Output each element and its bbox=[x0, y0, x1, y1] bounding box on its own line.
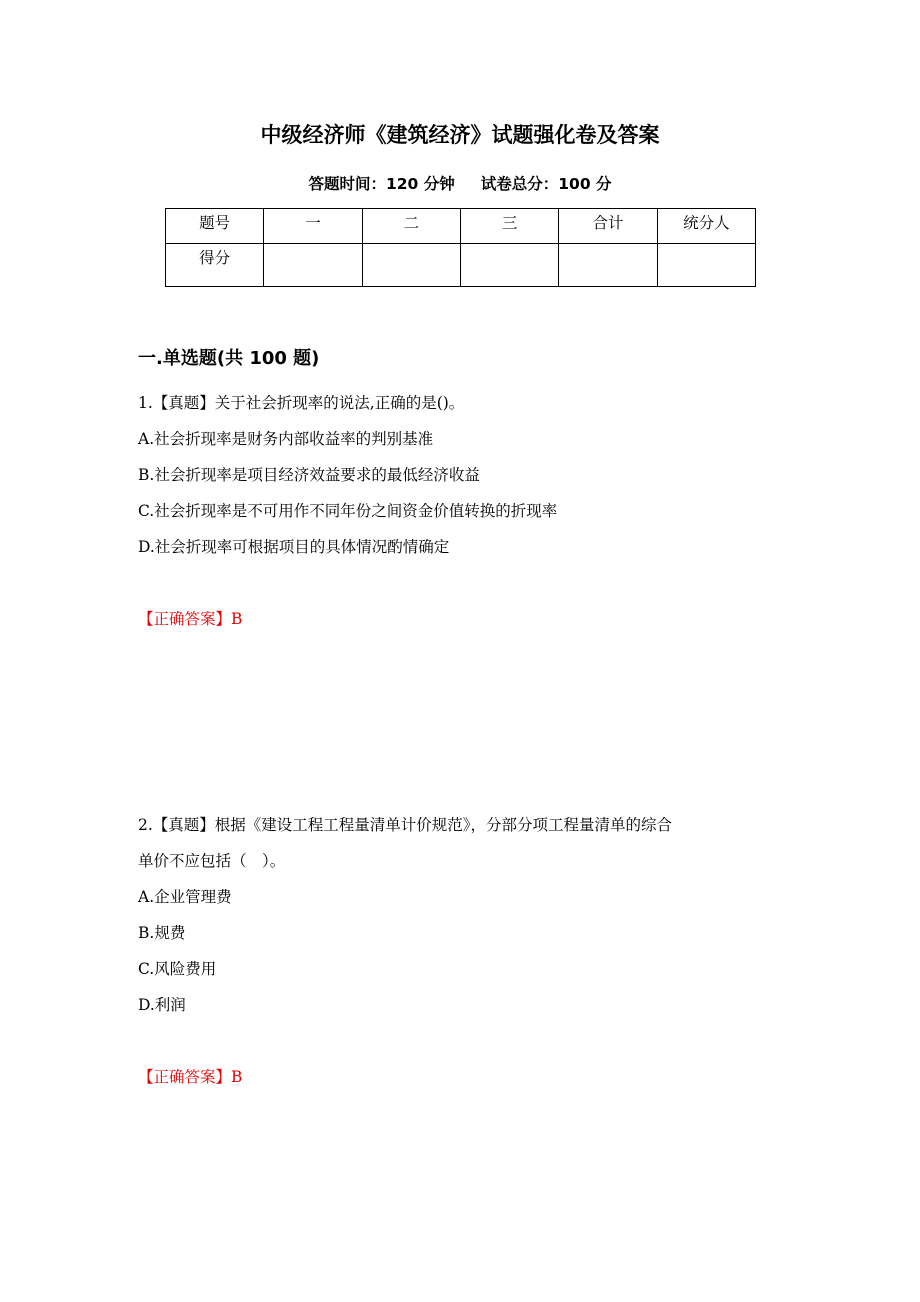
score-table-header-row bbox=[166, 209, 756, 244]
question-2-option-c: C.风险费用 bbox=[138, 960, 217, 978]
question-2-answer: 【正确答案】B bbox=[138, 1068, 243, 1086]
score-header-cell: 一 bbox=[264, 209, 362, 244]
question-2-option-a: A.企业管理费 bbox=[138, 888, 232, 906]
question-1-answer: 【正确答案】B bbox=[138, 610, 243, 628]
document-title: 中级经济师《建筑经济》试题强化卷及答案 bbox=[260, 123, 660, 147]
question-1-stem: 1.【真题】关于社会折现率的说法,正确的是()。 bbox=[138, 394, 465, 412]
total-score: 试卷总分：100 分 bbox=[480, 175, 612, 193]
question-1-option-b: B.社会折现率是项目经济效益要求的最低经济收益 bbox=[138, 466, 480, 484]
question-2-option-b: B.规费 bbox=[138, 924, 186, 942]
score-cell bbox=[657, 244, 755, 287]
score-cell bbox=[559, 244, 657, 287]
score-header-cell: 统分人 bbox=[657, 209, 755, 244]
question-2-stem-line-1: 2.【真题】根据《建设工程工程量清单计价规范》，分部分项工程量清单的综合 bbox=[138, 816, 673, 834]
score-cell bbox=[264, 244, 362, 287]
question-1-option-d: D.社会折现率可根据项目的具体情况酌情确定 bbox=[138, 538, 450, 556]
question-2-stem-line-2: 单价不应包括（ ）。 bbox=[138, 852, 286, 870]
question-2-option-d: D.利润 bbox=[138, 996, 186, 1014]
section-title: 一.单选题(共 100 题) bbox=[138, 348, 320, 369]
exam-time: 答题时间：120 分钟 bbox=[308, 175, 455, 193]
question-1-option-a: A.社会折现率是财务内部收益率的判别基准 bbox=[138, 430, 434, 448]
score-table bbox=[165, 208, 756, 287]
score-header-cell: 三 bbox=[460, 209, 558, 244]
score-cell bbox=[460, 244, 558, 287]
exam-meta bbox=[0, 172, 920, 196]
score-header-cell: 题号 bbox=[166, 209, 264, 244]
score-table-score-row bbox=[166, 244, 756, 287]
question-1-option-c: C.社会折现率是不可用作不同年份之间资金价值转换的折现率 bbox=[138, 502, 558, 520]
score-cell bbox=[362, 244, 460, 287]
score-header-cell: 二 bbox=[362, 209, 460, 244]
score-header-cell: 合计 bbox=[559, 209, 657, 244]
score-row-label: 得分 bbox=[166, 244, 264, 287]
